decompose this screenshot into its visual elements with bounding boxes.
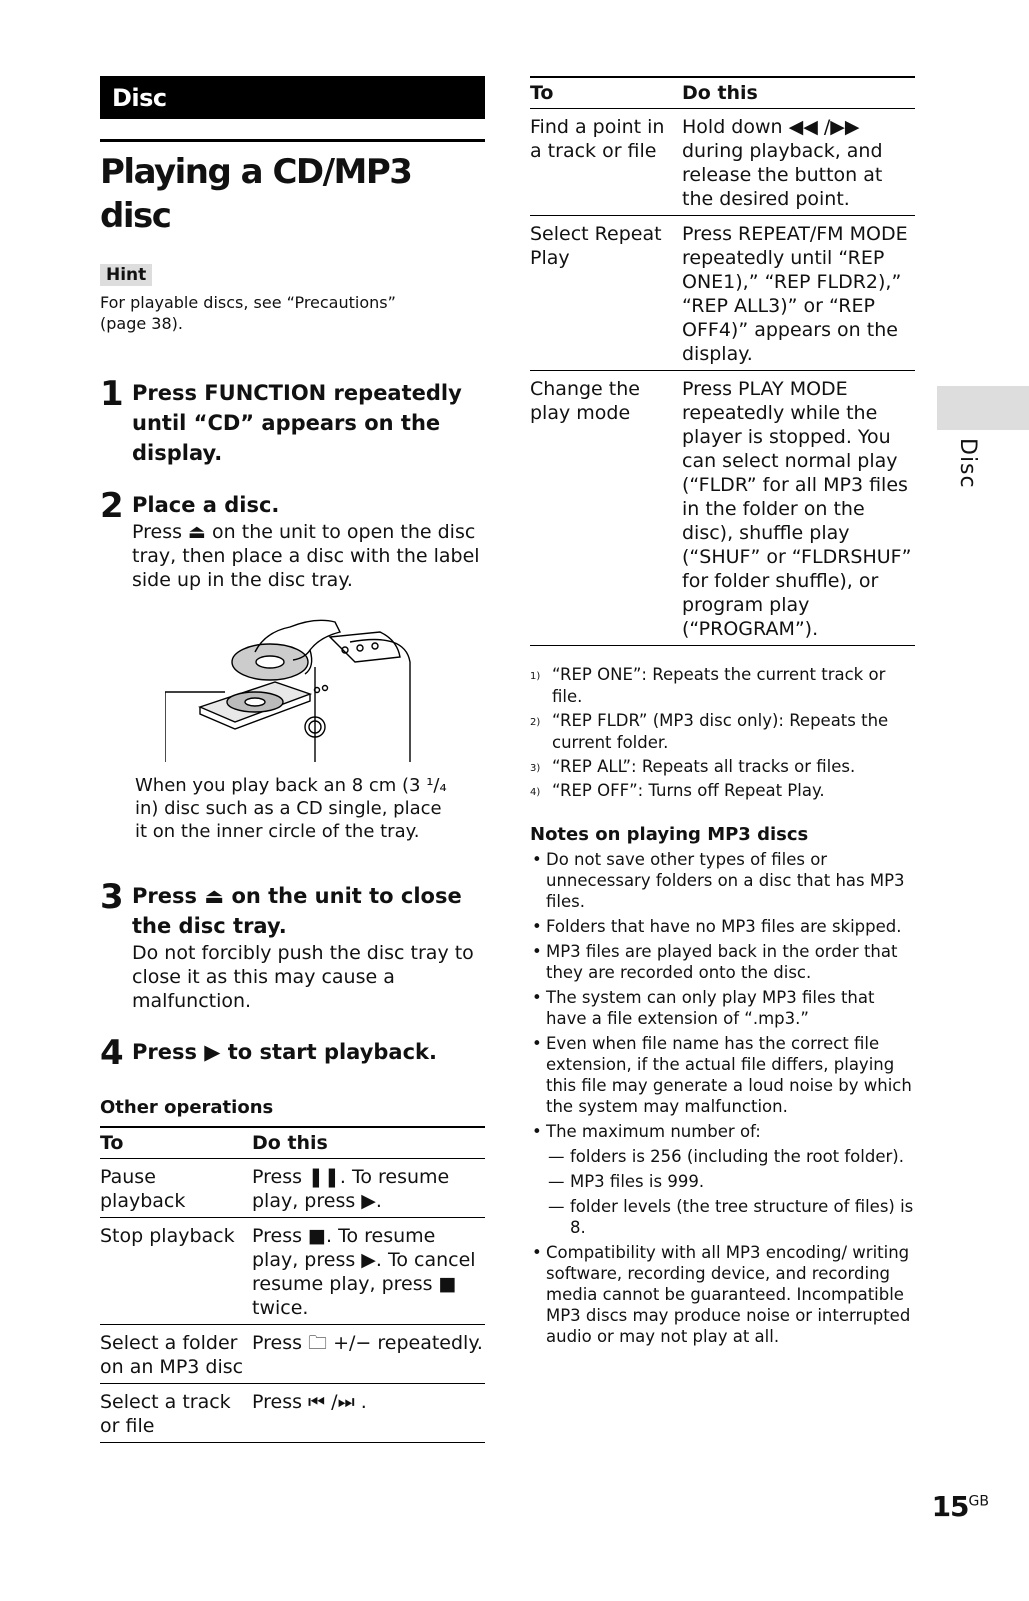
page-number-suffix: GB [968, 1493, 989, 1510]
step-body: Press ⏏ on the unit to open the disc tray, then place a disc with the label side up in the disc tray. [132, 521, 480, 591]
column-header-do: Do this [682, 77, 915, 109]
footnote-text: “REP ONE”: Repeats the current track or file. [552, 665, 886, 706]
table-row [530, 216, 915, 371]
note-bullet: • Do not save other types of files or unnecessary folders on a disc that has MP3 files. [530, 849, 915, 912]
step-heading: Press ▶ to start playback. [132, 1040, 437, 1064]
note-bullet: • The maximum number of: [530, 1121, 915, 1142]
table-header-row [530, 77, 915, 109]
step-heading: Press ⏏ on the unit to close the disc tray. [132, 884, 462, 938]
footnote [530, 664, 915, 708]
cell-to: Find a point in a track or file [530, 109, 682, 216]
figure-caption: When you play back an 8 cm (3 ¹/₄ in) disc such as a CD single, place it on the inner circle of the tray. [135, 775, 447, 842]
table-row [100, 1218, 485, 1325]
footnote-text: “REP FLDR” (MP3 disc only): Repeats the current folder. [552, 711, 889, 752]
step-heading: Place a disc. [132, 493, 280, 517]
playback-operations-table [530, 76, 915, 646]
footnote-text: “REP ALL”: Repeats all tracks or files. [552, 757, 856, 776]
column-header-do: Do this [252, 1127, 485, 1159]
step-number: 4 [100, 1033, 123, 1073]
left-column [100, 76, 485, 1443]
cell-to: Select a folder on an MP3 disc [100, 1325, 252, 1384]
other-operations-heading: Other operations [100, 1097, 274, 1118]
other-operations-table [100, 1126, 485, 1443]
step-number: 2 [100, 486, 123, 526]
step-1 [100, 374, 485, 468]
column-header-to: To [100, 1127, 252, 1159]
cell-to: Select a track or file [100, 1384, 252, 1443]
note-bullet: • Even when file name has the correct file extension, if the actual file differs, playing this file may generate a loud noise by which the system may malfunction. [530, 1033, 915, 1117]
table-row [100, 1384, 485, 1443]
page-title: Playing a CD/MP3 disc [100, 152, 412, 236]
cell-do: Press REPEAT/FM MODE repeatedly until “REP ONE1),” “REP FLDR2),” “REP ALL3)” or “REP OFF4)” appears on the display. [682, 216, 915, 371]
cell-do: Press PLAY MODE repeatedly while the player is stopped. You can select normal play (“FLDR” for all MP3 files in the folder on the disc), shuffle play (“SHUF” or “FLDRSHUF” for folder shuffle), or program play (“PROGRAM”). [682, 371, 915, 646]
footnote-number: 1) [530, 671, 541, 682]
cell-do: Press ❚❚. To resume play, press ▶. [252, 1159, 485, 1218]
footnote [530, 780, 915, 802]
hint-label: Hint [100, 264, 152, 286]
footnote [530, 710, 915, 754]
footnote-text: “REP OFF”: Turns off Repeat Play. [552, 781, 825, 800]
cell-do: Press ⏮ /⏭ . [252, 1384, 485, 1443]
cell-do: Press ■. To resume play, press ▶. To cancel resume play, press ■ twice. [252, 1218, 485, 1325]
cell-to: Change the play mode [530, 371, 682, 646]
note-sub-item: — folder levels (the tree structure of files) is 8. [530, 1196, 915, 1238]
note-bullet: • The system can only play MP3 files that have a file extension of “.mp3.” [530, 987, 915, 1029]
right-column [530, 76, 915, 1347]
step-number: 3 [100, 877, 123, 917]
table-header-row [100, 1127, 485, 1159]
footnotes [530, 664, 915, 802]
footnote-number: 4) [530, 787, 541, 798]
step-heading: Press FUNCTION repeatedly until “CD” appears on the display. [132, 381, 462, 465]
side-tab [937, 386, 1029, 430]
table-row [530, 109, 915, 216]
step-number: 1 [100, 374, 123, 414]
step-2 [100, 486, 485, 592]
table-row [530, 371, 915, 646]
cell-do: Hold down ◀◀ /▶▶ during playback, and release the button at the desired point. [682, 109, 915, 216]
step-body: Do not forcibly push the disc tray to close it as this may cause a malfunction. [132, 942, 474, 1012]
title-rule [100, 139, 485, 142]
footnote-number: 3) [530, 763, 541, 774]
table-row [100, 1325, 485, 1384]
step-4 [100, 1033, 485, 1073]
footnote-number: 2) [530, 717, 541, 728]
footnote [530, 756, 915, 778]
note-bullet: • Folders that have no MP3 files are skipped. [530, 916, 915, 937]
page-number-value: 15 [931, 1490, 969, 1523]
step-3 [100, 877, 485, 1013]
table-row [100, 1159, 485, 1218]
page-number [932, 1490, 989, 1523]
notes-heading: Notes on playing MP3 discs [530, 824, 809, 845]
side-tab-label: Disc [955, 438, 980, 489]
note-bullet: • Compatibility with all MP3 encoding/ writing software, recording device, and recording media cannot be guaranteed. Incompatible MP3 discs may produce noise or interrupted audio or may not play at all. [530, 1242, 915, 1347]
disc-tray-illustration [165, 612, 425, 762]
hint-text: For playable discs, see “Precautions” (page 38). [100, 293, 396, 333]
note-sub-item: — MP3 files is 999. [530, 1171, 915, 1192]
cell-do: Press 🗀 +/− repeatedly. [252, 1325, 485, 1384]
note-sub-item: — folders is 256 (including the root folder). [530, 1146, 915, 1167]
cell-to: Pause playback [100, 1159, 252, 1218]
cell-to: Stop playback [100, 1218, 252, 1325]
column-header-to: To [530, 77, 682, 109]
section-header: Disc [100, 76, 485, 119]
cell-to: Select Repeat Play [530, 216, 682, 371]
note-bullet: • MP3 files are played back in the order that they are recorded onto the disc. [530, 941, 915, 983]
